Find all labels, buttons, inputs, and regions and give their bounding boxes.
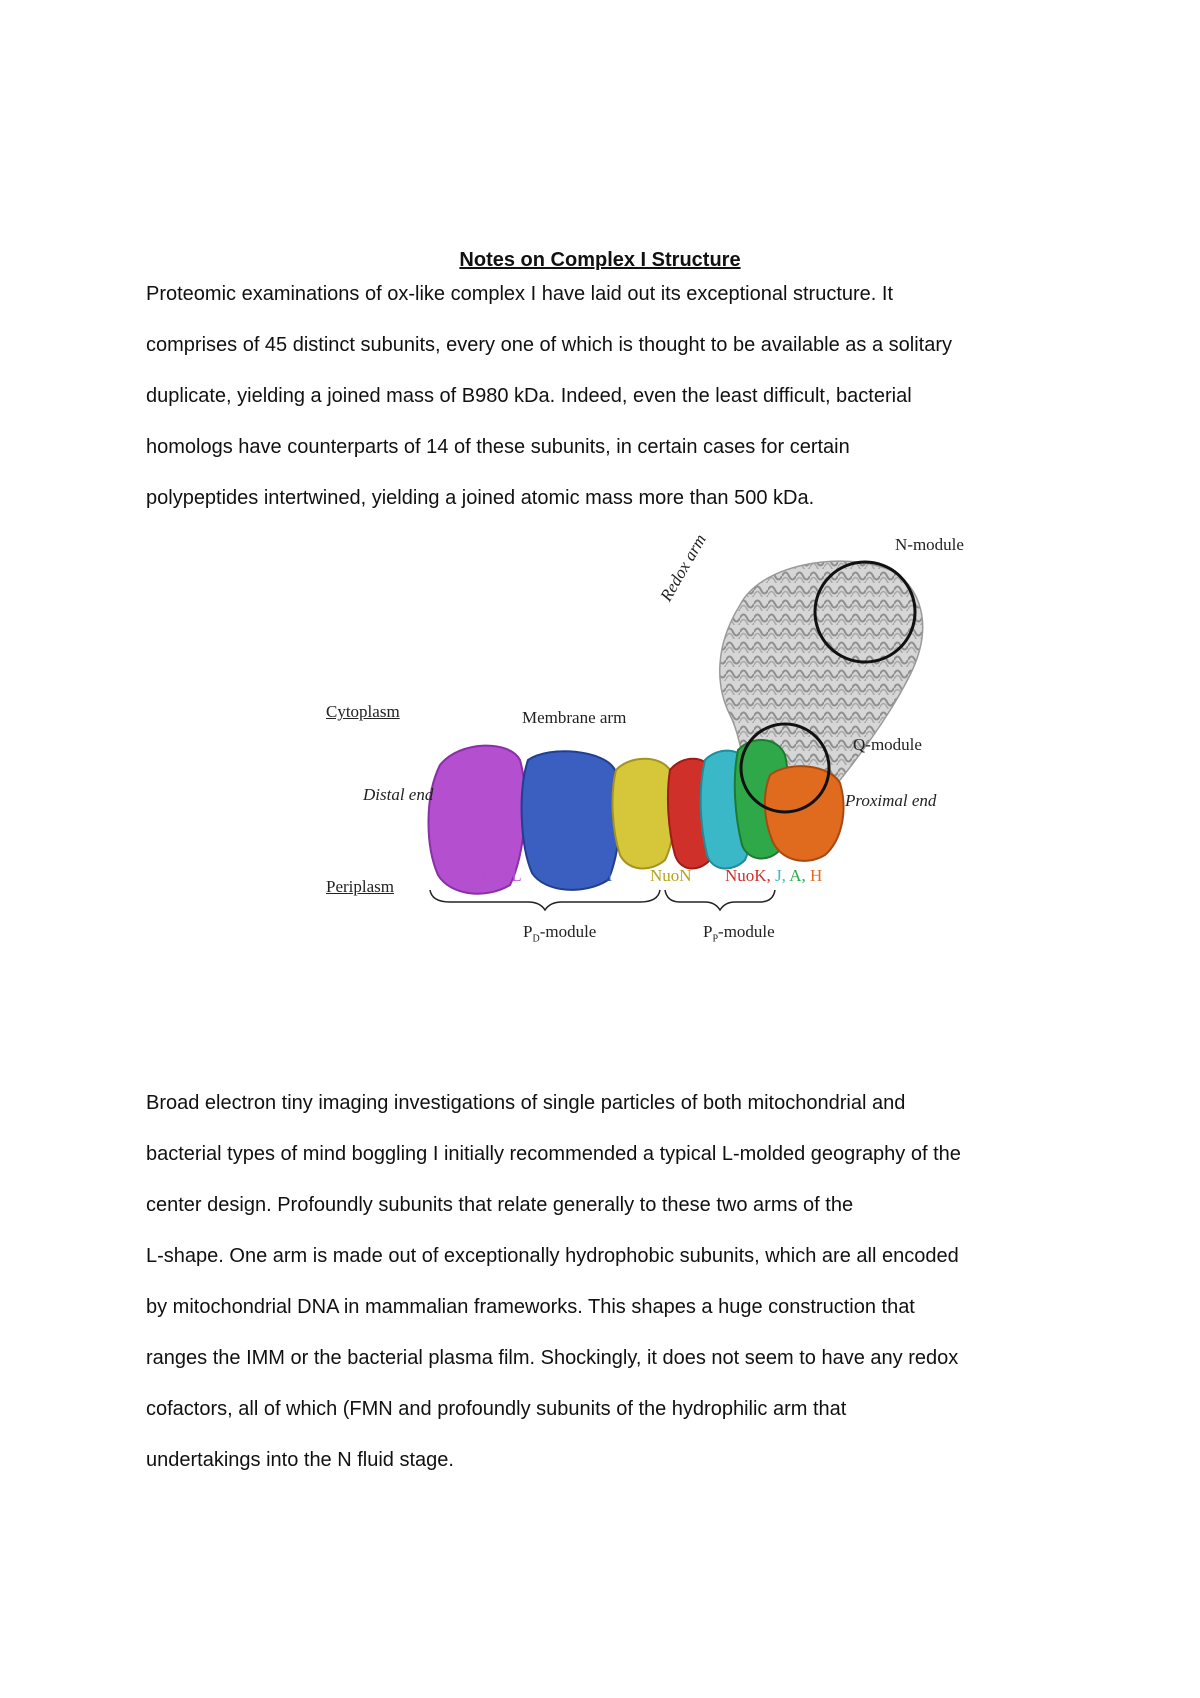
pd-module-rest: -module — [539, 922, 597, 941]
distal-end-label: Distal end — [363, 785, 434, 804]
complex-i-diagram — [320, 555, 1080, 1035]
cytoplasm-label: Cytoplasm — [326, 702, 400, 721]
nuo-khaj-label — [725, 866, 822, 886]
nuoh-blob — [765, 766, 844, 861]
n-module-label: N-module — [895, 535, 964, 554]
pp-module-label — [703, 922, 775, 944]
paragraph-line: center design. Profoundly subunits that relate generally to these two arms of the — [146, 1194, 854, 1216]
complex-i-figure — [320, 530, 1080, 1035]
nuol-label: NuoL — [482, 866, 522, 885]
paragraph-line: undertakings into the N fluid stage. — [146, 1449, 454, 1471]
paragraph-line: by mitochondrial DNA in mammalian frameworks. This shapes a huge construction that — [146, 1296, 915, 1318]
pp-module-rest: -module — [718, 922, 775, 941]
paragraph-line: Proteomic examinations of ox-like complex I have laid out its exceptional structure. It — [146, 283, 894, 305]
paragraph-line: L-shape. One arm is made out of exceptionally hydrophobic subunits, which are all encoded — [146, 1245, 959, 1267]
pd-module-label — [523, 922, 596, 944]
q-module-label: Q-module — [853, 735, 922, 754]
nuon-label: NuoN — [650, 866, 692, 885]
pd-module-p: P — [523, 922, 533, 941]
paragraph-line: homologs have counterparts of 14 of these subunits, in certain cases for certain — [146, 436, 850, 458]
membrane-arm-label: Membrane arm — [522, 708, 627, 727]
page-title: Notes on Complex I Structure — [459, 249, 741, 271]
paragraph-line: comprises of 45 distinct subunits, every one of which is thought to be available as a solitary — [146, 334, 952, 356]
proximal-end-label: Proximal end — [845, 791, 937, 810]
paragraph-line: ranges the IMM or the bacterial plasma film. Shockingly, it does not seem to have any redox — [146, 1347, 959, 1369]
paragraph-line: Broad electron tiny imaging investigations of single particles of both mitochondrial and — [146, 1092, 906, 1114]
redox-arm-label: Redox arm — [656, 530, 710, 605]
pp-module-p: P — [703, 922, 713, 941]
nuoh-label: H — [810, 866, 823, 885]
nuok-label: NuoK, — [725, 866, 771, 885]
nuoj-label: J, — [775, 866, 786, 885]
paragraph-line: cofactors, all of which (FMN and profoundly subunits of the hydrophilic arm that — [146, 1398, 847, 1420]
nuon-blob — [613, 759, 675, 869]
paragraph-line: bacterial types of mind boggling I initially recommended a typical L-molded geography of the — [146, 1143, 961, 1165]
nuom-label: NuoM — [568, 866, 613, 885]
pp-module-sub: P — [712, 933, 719, 945]
nuoa-label: A, — [789, 866, 806, 885]
paragraph-line: duplicate, yielding a joined mass of B980 kDa. Indeed, even the least difficult, bacterial — [146, 385, 912, 407]
pp-module-brace — [665, 890, 775, 910]
pd-module-sub: D — [532, 933, 540, 945]
periplasm-label: Periplasm — [326, 877, 394, 896]
paragraph-line: polypeptides intertwined, yielding a joined atomic mass more than 500 kDa. — [146, 487, 815, 509]
